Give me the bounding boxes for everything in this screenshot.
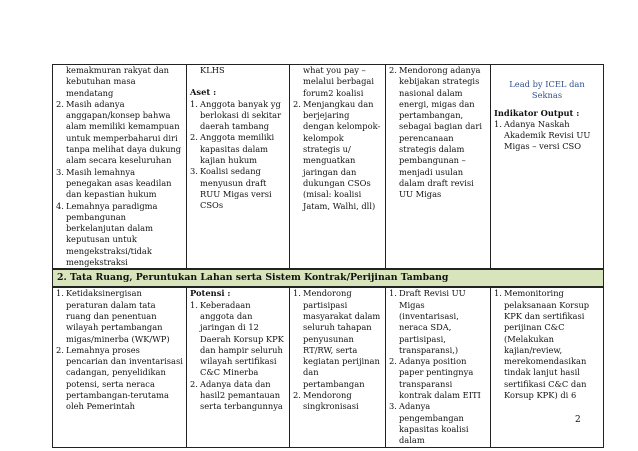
strategy-list	[293, 99, 382, 212]
list-item: 1. Mendorong partisipasi masyarakat dalam seluruh tahapan penyusunan RT/RW, serta kegiatan perijinan dan pertambangan	[293, 288, 381, 389]
potential-list	[190, 300, 286, 413]
cell-problem	[53, 65, 187, 270]
cell-indicator	[491, 65, 604, 270]
indicator-list	[494, 288, 600, 401]
list-item: 1. Draft Revisi UU Migas (inventarisasi, neraca SDA, partisipasi, transparansi,)	[389, 288, 466, 355]
page-number: 2	[575, 415, 581, 425]
cell-asset	[187, 65, 290, 270]
list-item: 3. Masih lemahnya penegakan asas keadilan dan kepastian hukum	[56, 166, 172, 200]
list-item: 2. Menjangkau dan berjejaring dengan kelompok-kelompok strategis u/ menguatkan jaringan dan dukungan CSOs (misal: koalisi Jatam, Walhi, dll)	[293, 98, 381, 211]
strategy-table	[52, 64, 604, 448]
list-item: 1. Adanya Naskah Akademik Revisi UU Migas – versi CSO	[494, 118, 591, 152]
cell-output	[386, 287, 491, 447]
list-item: 2. Mendorong adanya kebijakan strategis nasional dalam energi, migas dan pertambangan, sebagai bagian dari perencanaan strategis dalam pembangunan – menjadi usulan dalam draft revisi UU Migas	[389, 65, 483, 200]
cell-strategy	[290, 65, 386, 270]
indicator-list	[494, 119, 600, 153]
table-row	[53, 287, 604, 447]
cell-strategy	[290, 287, 386, 447]
output-list	[389, 288, 487, 446]
list-item: 1. Keberadaan anggota dan jaringan di 12 Daerah Korsup KPK dan hampir seluruh wilayah sertifikasi C&C Minerba	[190, 299, 284, 378]
list-item: 4. Lemahnya paradigma pembangunan berkelanjutan dalam keputusan untuk mengekstraksi/tidak mengekstraksi	[56, 200, 158, 268]
list-item: 2. Lemahnya proses pencarian dan inventarisasi cadangan, penyelidikan potensi, serta neraca pertambangan-terutama oleh Pemerintah	[56, 344, 183, 412]
lead-text: Lead by ICEL dan Seknas	[509, 79, 585, 101]
table-row	[53, 65, 604, 270]
list-item: 1. Ketidaksinergisan peraturan dalam tata ruang dan penentuan wilayah pertambangan migas/minerba (WK/WP)	[56, 288, 170, 344]
list-item: 1. Anggota banyak yg berlokasi di sekitar daerah tambang	[190, 98, 282, 132]
section-title: 2. Tata Ruang, Peruntukan Lahan serta Sistem Kontrak/Perijinan Tambang	[53, 269, 604, 287]
problem-list	[56, 288, 183, 412]
list-item: 2. Mendorong singkronisasi	[293, 390, 359, 412]
asset-list	[190, 99, 286, 212]
list-item: 3. Koalisi sedang menyusun draft RUU Migas versi CSOs	[190, 166, 272, 211]
list-item: 3. Adanya pengembangan kapasitas koalisi dalam	[389, 401, 469, 446]
potential-heading: Potensi :	[190, 288, 231, 299]
list-item: 2. Anggota memiliki kapasitas dalam kajian hukum	[190, 132, 275, 166]
asset-heading: Aset :	[190, 87, 217, 98]
cell-problem	[53, 287, 187, 447]
continued-text: KLHS	[200, 65, 225, 75]
indicator-heading: Indikator Output :	[494, 107, 580, 118]
cell-potential	[187, 287, 290, 447]
list-item: 1. Memonitoring pelaksanaan Korsup KPK dan sertifikasi perijinan C&C (Melakukan kajian/review, merekomendasikan tindak lanjut hasil sertifikasi C&C dan Korsup KPK) di 6	[494, 288, 590, 401]
list-item: 2. Masih adanya anggapan/konsep bahwa alam memiliki kemampuan untuk memperbaharui diri tanpa melihat daya dukung alam secara keseluruhan	[56, 98, 182, 166]
cell-output	[386, 65, 491, 270]
continued-text: kemakmuran rakyat dan kebutuhan masa mendatang	[66, 65, 170, 98]
strategy-list	[293, 288, 382, 412]
list-item: 2. Adanya position paper pentingnya transparansi kontrak dalam EITI	[389, 356, 481, 401]
problem-list	[56, 99, 183, 268]
cell-indicator	[491, 287, 604, 447]
list-item: 2. Adanya data dan hasil2 pemantauan serta terbangunnya	[190, 378, 283, 412]
continued-text: what you pay – melalui berbagai forum2 koalisi	[303, 65, 375, 98]
section-header-row	[53, 269, 604, 287]
output-list	[389, 65, 487, 201]
